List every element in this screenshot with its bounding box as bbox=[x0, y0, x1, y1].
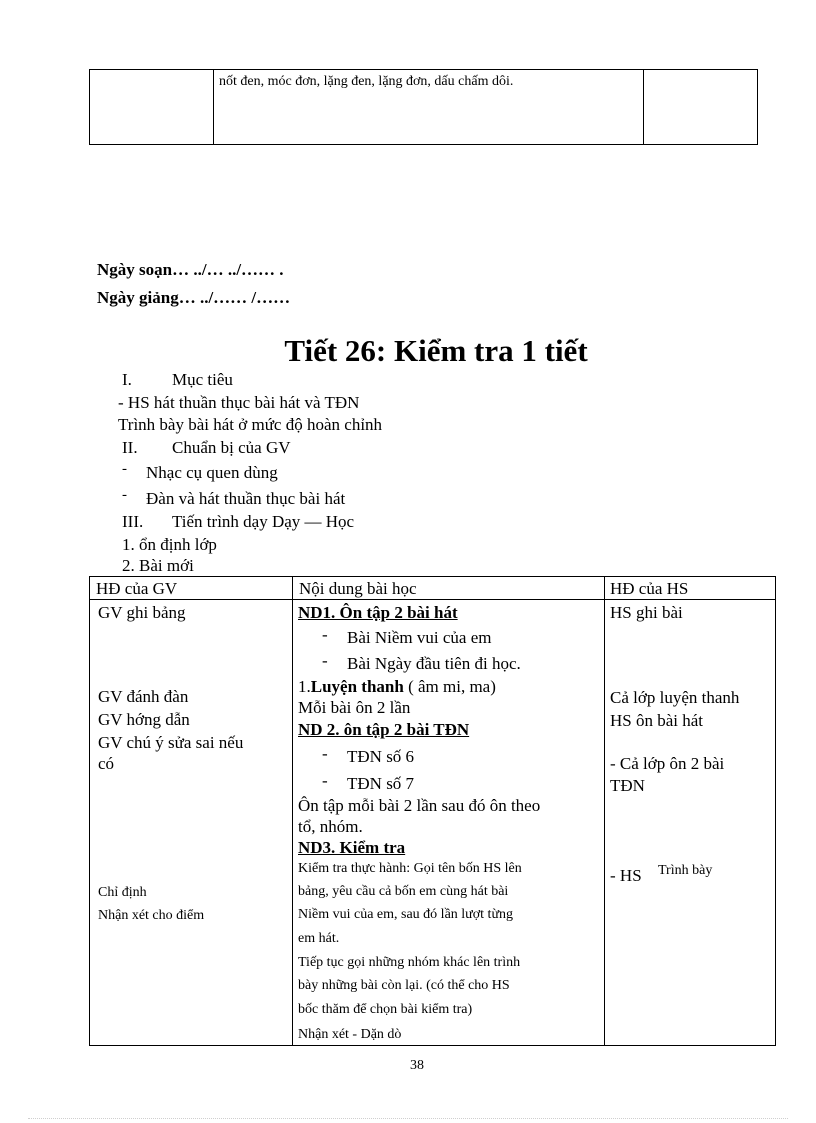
dash-bullet: - bbox=[122, 461, 127, 477]
header-divider bbox=[90, 599, 775, 600]
nd2-tdn-6: TĐN số 6 bbox=[347, 747, 415, 766]
gv-huong-dan: GV hớng dẫn bbox=[98, 710, 190, 729]
column-divider bbox=[292, 577, 293, 1045]
dash-bullet: - bbox=[322, 744, 328, 763]
luyen-thanh-number: 1. bbox=[298, 677, 311, 696]
gv-chu-y-line1: GV chú ý sửa sai nếu bbox=[98, 733, 244, 752]
hs-trinh-bay-prefix: - HS bbox=[610, 866, 642, 885]
page-edge-divider bbox=[28, 1118, 788, 1119]
moi-bai-on: Mỗi bài ôn 2 lần bbox=[298, 698, 411, 717]
step-1: 1. ổn định lớp bbox=[122, 535, 217, 554]
date-prepared: Ngày soạn… ../… ../…… . bbox=[97, 260, 284, 279]
hs-luyen-thanh: Cả lớp luyện thanh bbox=[610, 688, 740, 707]
date-taught: Ngày giảng… ../…… /…… bbox=[97, 288, 291, 307]
previous-table-cell-content bbox=[213, 70, 644, 144]
kiem-tra-line2: bảng, yêu cầu cả bốn em cùng hát bài bbox=[298, 884, 509, 899]
nd1-song-1: Bài Niềm vui của em bbox=[347, 628, 492, 647]
page-number: 38 bbox=[410, 1058, 424, 1073]
goal-line-2: Trình bày bài hát ở mức độ hoàn chỉnh bbox=[118, 415, 383, 434]
luyen-thanh-label: Luyện thanh bbox=[310, 677, 404, 696]
step-2: 2. Bài mới bbox=[122, 556, 194, 575]
luyen-thanh-detail: ( âm mi, ma) bbox=[403, 677, 496, 696]
outline-item2-label: Chuẩn bị của GV bbox=[172, 438, 291, 457]
previous-table-cell-gv bbox=[90, 70, 214, 144]
page-title: Tiết 26: Kiểm tra 1 tiết bbox=[284, 333, 588, 368]
dash-bullet: - bbox=[322, 771, 328, 790]
hs-on-bai-hat: HS ôn bài hát bbox=[610, 711, 704, 730]
hs-on-tdn-line1: - Cả lớp ôn 2 bài bbox=[610, 754, 725, 773]
goal-line-1: - HS hát thuần thục bài hát và TĐN bbox=[118, 393, 360, 412]
section-nd2: ND 2. ôn tập 2 bài TĐN bbox=[298, 720, 470, 739]
hs-trinh-bay: Trình bày bbox=[658, 863, 713, 878]
header-content: Nội dung bài học bbox=[299, 579, 417, 598]
on-tap-line1: Ôn tập mỗi bài 2 lần sau đó ôn theo bbox=[298, 796, 541, 815]
gv-nhan-xet: Nhận xét cho điểm bbox=[98, 908, 205, 923]
header-gv: HĐ của GV bbox=[96, 579, 178, 598]
kiem-tra-line7: bốc thăm để chọn bài kiểm tra) bbox=[298, 1002, 473, 1017]
previous-table-fragment bbox=[89, 69, 758, 145]
kiem-tra-line5: Tiếp tục gọi những nhóm khác lên trình bbox=[298, 955, 521, 970]
outline-item3-number: III. bbox=[122, 512, 144, 531]
nd1-song-2: Bài Ngày đầu tiên đi học. bbox=[347, 654, 521, 673]
dash-bullet: - bbox=[122, 487, 127, 503]
outline-item2-number: II. bbox=[122, 438, 138, 457]
header-hs: HĐ của HS bbox=[610, 579, 689, 598]
gv-ghi-bang: GV ghi bảng bbox=[98, 603, 186, 622]
column-divider bbox=[604, 577, 605, 1045]
on-tap-line2: tổ, nhóm. bbox=[298, 817, 363, 836]
section-nd1: ND1. Ôn tập 2 bài hát bbox=[298, 603, 458, 622]
dash-bullet: - bbox=[322, 651, 328, 670]
outline-item3-label: Tiến trình dạy Dạy — Học bbox=[172, 512, 355, 531]
gv-danh-dan: GV đánh đàn bbox=[98, 687, 189, 706]
gv-chi-dinh: Chỉ định bbox=[98, 885, 147, 900]
dash-bullet: - bbox=[322, 625, 328, 644]
hs-on-tdn-line2: TĐN bbox=[610, 776, 645, 795]
nd2-tdn-7: TĐN số 7 bbox=[347, 774, 415, 793]
kiem-tra-line1: Kiểm tra thực hành: Gọi tên bốn HS lên bbox=[298, 861, 522, 876]
previous-table-text: nốt đen, móc đơn, lặng đen, lặng đơn, dấu chấm dôi. bbox=[219, 74, 514, 89]
prep-item-2: Đàn và hát thuần thục bài hát bbox=[146, 489, 346, 508]
hs-ghi-bai: HS ghi bài bbox=[610, 603, 683, 622]
outline-item1-label: Mục tiêu bbox=[172, 370, 233, 389]
kiem-tra-line8: Nhận xét - Dặn dò bbox=[298, 1027, 402, 1042]
section-nd3: ND3. Kiểm tra bbox=[298, 838, 406, 857]
prep-item-1: Nhạc cụ quen dùng bbox=[146, 463, 278, 482]
luyen-thanh-line bbox=[298, 677, 496, 697]
kiem-tra-line3: Niềm vui của em, sau đó lần lượt từng bbox=[298, 907, 514, 922]
kiem-tra-line6: bày những bài còn lại. (có thể cho HS bbox=[298, 978, 510, 993]
gv-chu-y-line2: có bbox=[98, 754, 115, 773]
lesson-table bbox=[89, 576, 776, 1046]
outline-item1-number: I. bbox=[122, 370, 132, 389]
kiem-tra-line4: em hát. bbox=[298, 931, 340, 946]
